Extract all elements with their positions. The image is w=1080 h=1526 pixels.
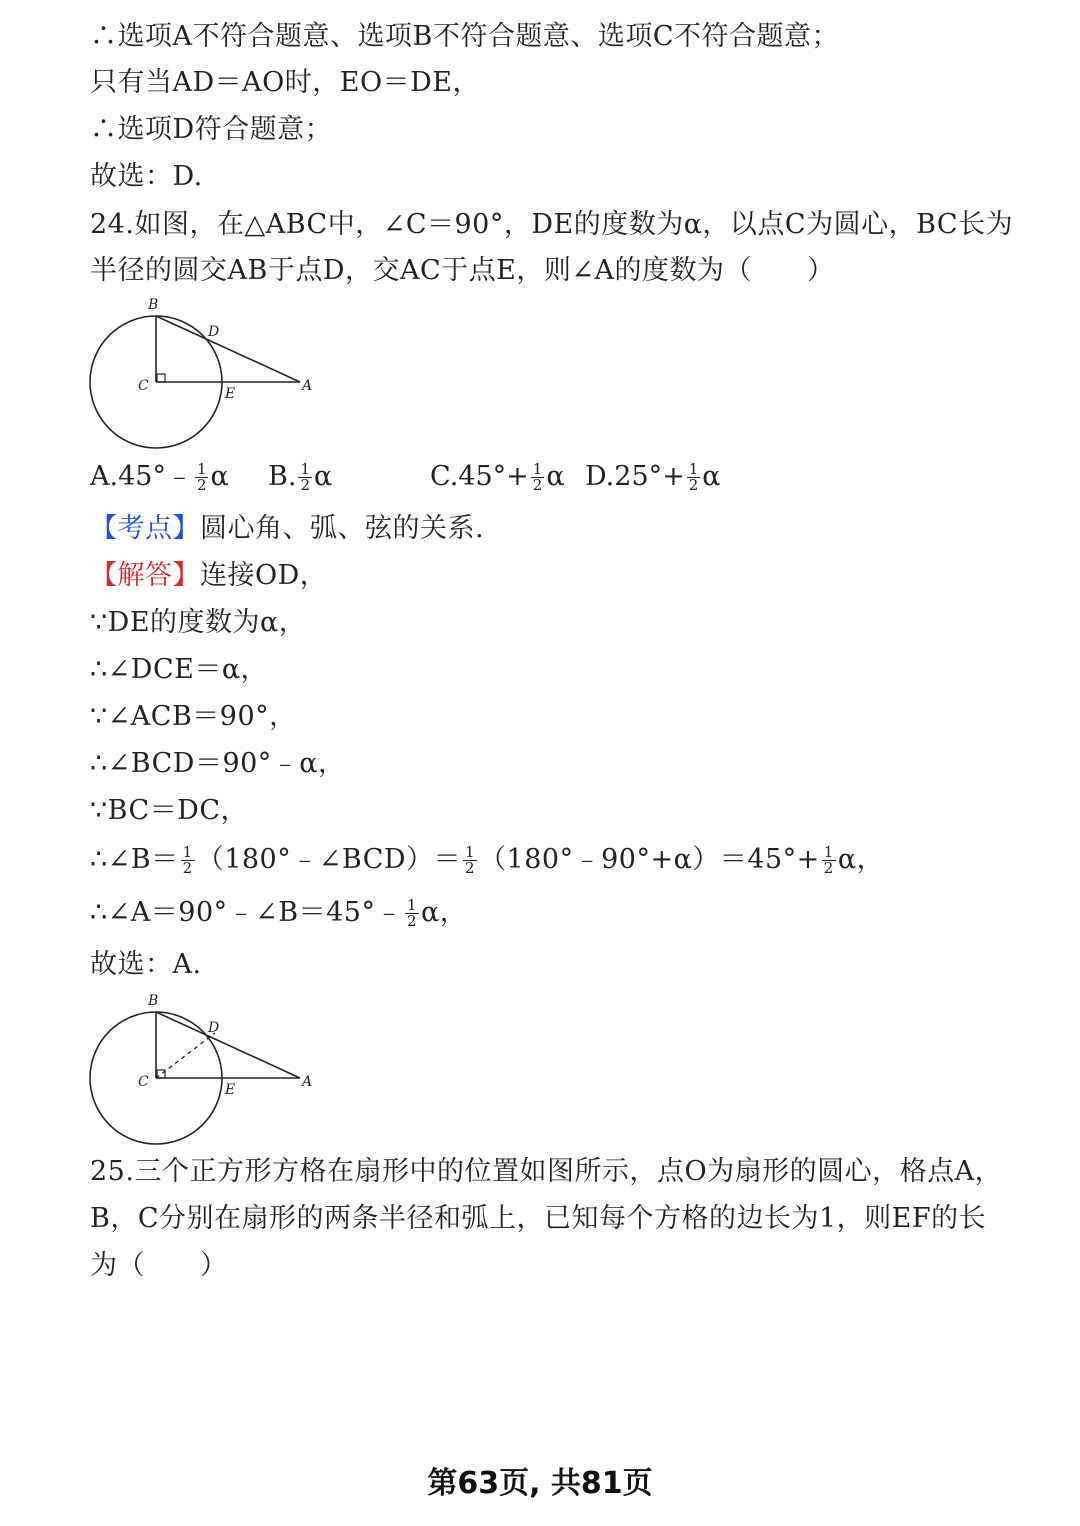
solution-answer: 故选：A. — [90, 949, 202, 980]
solution-step: ∴∠A＝90°﹣∠B＝45°﹣ $\frac{1}{2}$ α， — [90, 896, 468, 930]
solution-step: ∴∠DCE＝α， — [90, 654, 269, 685]
label-b: B — [148, 297, 159, 313]
solution-step: ∵DE的度数为α， — [90, 607, 307, 638]
question-24-line-2: 半径的圆交AB于点D，交AC于点E，则∠A的度数为（ ） — [90, 255, 835, 286]
right-angle-mark — [157, 374, 165, 382]
text-line: 故选：D. — [90, 161, 203, 192]
kaodian-line: 【考点】圆心角、弧、弦的关系. — [90, 513, 485, 544]
text-line: ∴选项D符合题意； — [90, 114, 333, 145]
label-c: C — [138, 1074, 149, 1090]
label-e: E — [225, 386, 236, 402]
label-e: E — [225, 1082, 236, 1098]
option-a: A.45°﹣ $\frac{1}{2}$ α — [90, 460, 229, 494]
option-b: B. $\frac{1}{2}$ α — [268, 460, 333, 494]
segment-ba — [156, 316, 300, 382]
solution-step: ∵∠ACB＝90°， — [90, 701, 297, 732]
label-b: B — [148, 993, 159, 1009]
label-d: D — [208, 324, 220, 340]
label-a: A — [302, 1074, 313, 1090]
solution-step: ∵BC＝DC， — [90, 795, 248, 826]
segment-ba — [156, 1012, 300, 1078]
label-c: C — [138, 378, 149, 394]
page-number-footer: 第63页, 共81页 — [427, 1466, 653, 1501]
text-line: ∴选项A不符合题意、选项B不符合题意、选项C不符合题意； — [90, 21, 839, 52]
geometry-figure-1 — [80, 292, 330, 457]
option-d: D.25°+ $\frac{1}{2}$ α — [585, 460, 721, 494]
solution-step: ∴∠BCD＝90°﹣α， — [90, 748, 346, 779]
text-line: 只有当AD＝AO时，EO＝DE， — [90, 67, 480, 98]
label-a: A — [302, 378, 313, 394]
label-d: D — [208, 1020, 220, 1036]
question-25-line-2: B，C分别在扇形的两条半径和弧上，已知每个方格的边长为1，则EF的长 — [90, 1203, 987, 1234]
question-25-line-1: 25.三个正方形方格在扇形中的位置如图所示，点O为扇形的圆心，格点A， — [90, 1156, 1003, 1187]
jieda-tag: 【解答】 — [90, 560, 200, 591]
kaodian-tag: 【考点】 — [90, 513, 200, 544]
jieda-line: 【解答】连接OD， — [90, 560, 328, 591]
question-24-line-1: 24.如图，在△ABC中，∠C＝90°，DE的度数为α，以点C为圆心，BC长为 — [90, 209, 1014, 240]
option-c: C.45°+ $\frac{1}{2}$ α — [430, 460, 565, 494]
solution-step: ∴∠B＝ $\frac{1}{2}$ （180°﹣∠BCD）＝ $\frac{1}{2}$ （180°﹣90°+α）＝45°+ $\frac{1}{2}$ α， — [90, 843, 885, 877]
question-25-line-3: 为（ ） — [90, 1250, 228, 1281]
geometry-figure-2 — [80, 988, 330, 1153]
